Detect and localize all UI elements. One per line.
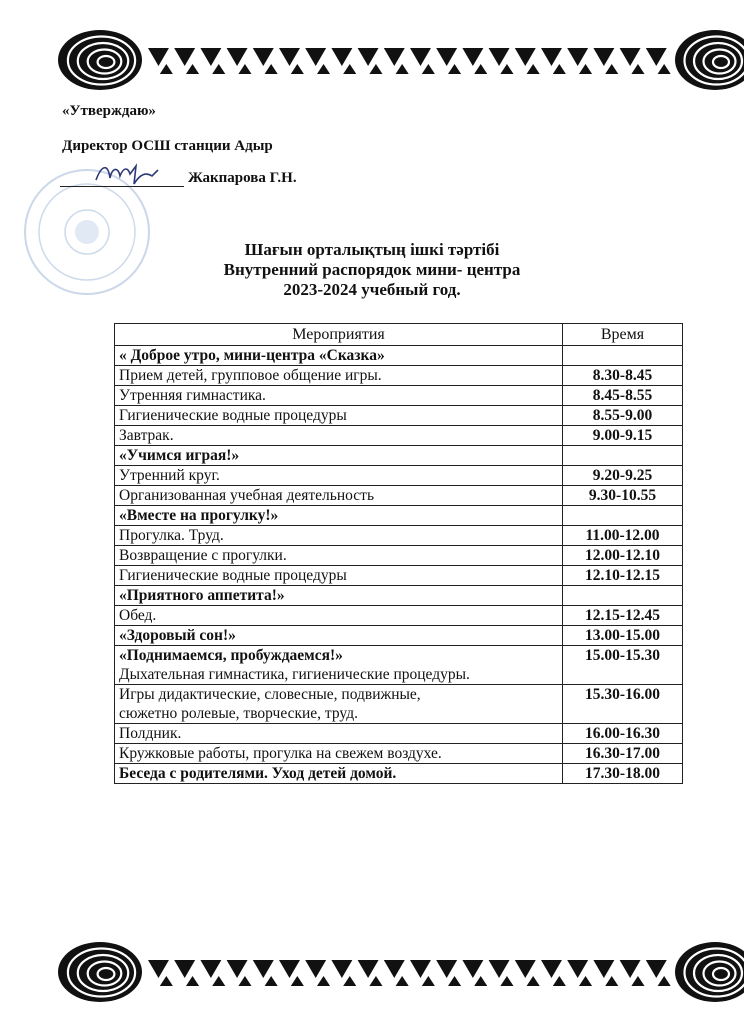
event-label: Полдник. <box>119 725 182 742</box>
spiral-right-icon <box>675 30 744 90</box>
event-label: Прогулка. Труд. <box>119 527 224 544</box>
time-cell <box>563 586 683 606</box>
column-header-time: Время <box>563 324 683 346</box>
time-cell: 9.20-9.25 <box>563 466 683 486</box>
approval-title: «Утверждаю» <box>62 103 156 119</box>
event-label: Завтрак. <box>119 427 174 444</box>
event-label: «Приятного аппетита!» <box>119 587 285 604</box>
event-label-line2: сюжетно ролевые, творческие, труд. <box>119 705 358 722</box>
event-cell <box>115 546 563 566</box>
time-cell: 8.45-8.55 <box>563 386 683 406</box>
event-cell <box>115 744 563 764</box>
time-cell: 12.00-12.10 <box>563 546 683 566</box>
table-row <box>115 685 683 724</box>
handwritten-signature <box>92 160 162 188</box>
event-label: «Вместе на прогулку!» <box>119 507 279 524</box>
event-cell <box>115 764 563 784</box>
table-row <box>115 426 683 446</box>
table-row <box>115 446 683 466</box>
approval-name: Жакпарова Г.Н. <box>188 170 297 186</box>
spiral-left-icon <box>58 30 142 90</box>
event-label: Беседа с родителями. Уход детей домой. <box>119 765 397 782</box>
event-cell <box>115 506 563 526</box>
table-header-row <box>115 324 683 346</box>
signature-line <box>60 186 184 187</box>
event-cell <box>115 346 563 366</box>
decorative-border-top <box>0 20 744 100</box>
event-label: «Поднимаемся, пробуждаемся!» <box>119 647 343 664</box>
event-cell <box>115 446 563 466</box>
event-label: «Учимся играя!» <box>119 447 240 464</box>
table-row <box>115 566 683 586</box>
event-cell <box>115 586 563 606</box>
event-label: Гигиенические водные процедуры <box>119 567 347 584</box>
event-label: Гигиенические водные процедуры <box>119 407 347 424</box>
table-row <box>115 546 683 566</box>
event-cell <box>115 366 563 386</box>
event-label: « Доброе утро, мини-центра «Сказка» <box>119 347 385 364</box>
time-cell: 17.30-18.00 <box>563 764 683 784</box>
event-cell <box>115 566 563 586</box>
document-title-kz: Шағын орталықтың ішкі тәртібі <box>244 240 500 259</box>
zigzag-band <box>148 48 671 74</box>
event-cell <box>115 646 563 685</box>
decorative-border-bottom <box>0 932 744 1012</box>
time-cell: 9.00-9.15 <box>563 426 683 446</box>
table-row <box>115 386 683 406</box>
time-cell: 13.00-15.00 <box>563 626 683 646</box>
table-row <box>115 366 683 386</box>
event-cell <box>115 526 563 546</box>
time-cell: 16.30-17.00 <box>563 744 683 764</box>
event-label: Организованная учебная деятельность <box>119 487 375 504</box>
time-cell: 15.30-16.00 <box>563 685 683 724</box>
time-cell: 15.00-15.30 <box>563 646 683 685</box>
table-row <box>115 486 683 506</box>
table-row <box>115 646 683 685</box>
time-cell <box>563 446 683 466</box>
event-cell <box>115 486 563 506</box>
document-year: 2023-2024 учебный год. <box>283 280 461 299</box>
event-cell <box>115 386 563 406</box>
event-label: «Здоровый сон!» <box>119 627 236 644</box>
column-header-event: Мероприятия <box>115 324 563 346</box>
event-cell <box>115 606 563 626</box>
table-row <box>115 744 683 764</box>
table-row <box>115 466 683 486</box>
event-label-line2: Дыхательная гимнастика, гигиенические процедуры. <box>119 666 470 683</box>
event-cell <box>115 685 563 724</box>
time-cell <box>563 506 683 526</box>
time-cell: 9.30-10.55 <box>563 486 683 506</box>
event-cell <box>115 466 563 486</box>
event-cell <box>115 406 563 426</box>
time-cell: 8.30-8.45 <box>563 366 683 386</box>
table-row <box>115 626 683 646</box>
time-cell: 16.00-16.30 <box>563 724 683 744</box>
event-label: Игры дидактические, словесные, подвижные, <box>119 686 421 703</box>
table-row <box>115 506 683 526</box>
event-cell <box>115 724 563 744</box>
event-label: Кружковые работы, прогулка на свежем воздухе. <box>119 745 442 762</box>
table-row <box>115 724 683 744</box>
schedule-table <box>114 323 683 784</box>
event-label: Утренняя гимнастика. <box>119 387 266 404</box>
spiral-right-icon <box>675 942 744 1002</box>
table-row <box>115 586 683 606</box>
event-cell <box>115 426 563 446</box>
event-cell <box>115 626 563 646</box>
time-cell <box>563 346 683 366</box>
approval-director: Директор ОСШ станции Адыр <box>62 138 273 154</box>
time-cell: 11.00-12.00 <box>563 526 683 546</box>
table-row <box>115 526 683 546</box>
table-row <box>115 346 683 366</box>
table-row <box>115 764 683 784</box>
time-cell: 8.55-9.00 <box>563 406 683 426</box>
event-label: Прием детей, групповое общение игры. <box>119 367 382 384</box>
event-label: Утренний круг. <box>119 467 220 484</box>
event-label: Возвращение с прогулки. <box>119 547 287 564</box>
zigzag-band <box>148 960 671 986</box>
event-label: Обед. <box>119 607 157 624</box>
time-cell: 12.10-12.15 <box>563 566 683 586</box>
spiral-left-icon <box>58 942 142 1002</box>
time-cell: 12.15-12.45 <box>563 606 683 626</box>
table-row <box>115 606 683 626</box>
table-row <box>115 406 683 426</box>
document-title-ru: Внутренний распорядок мини- центра <box>223 260 521 279</box>
